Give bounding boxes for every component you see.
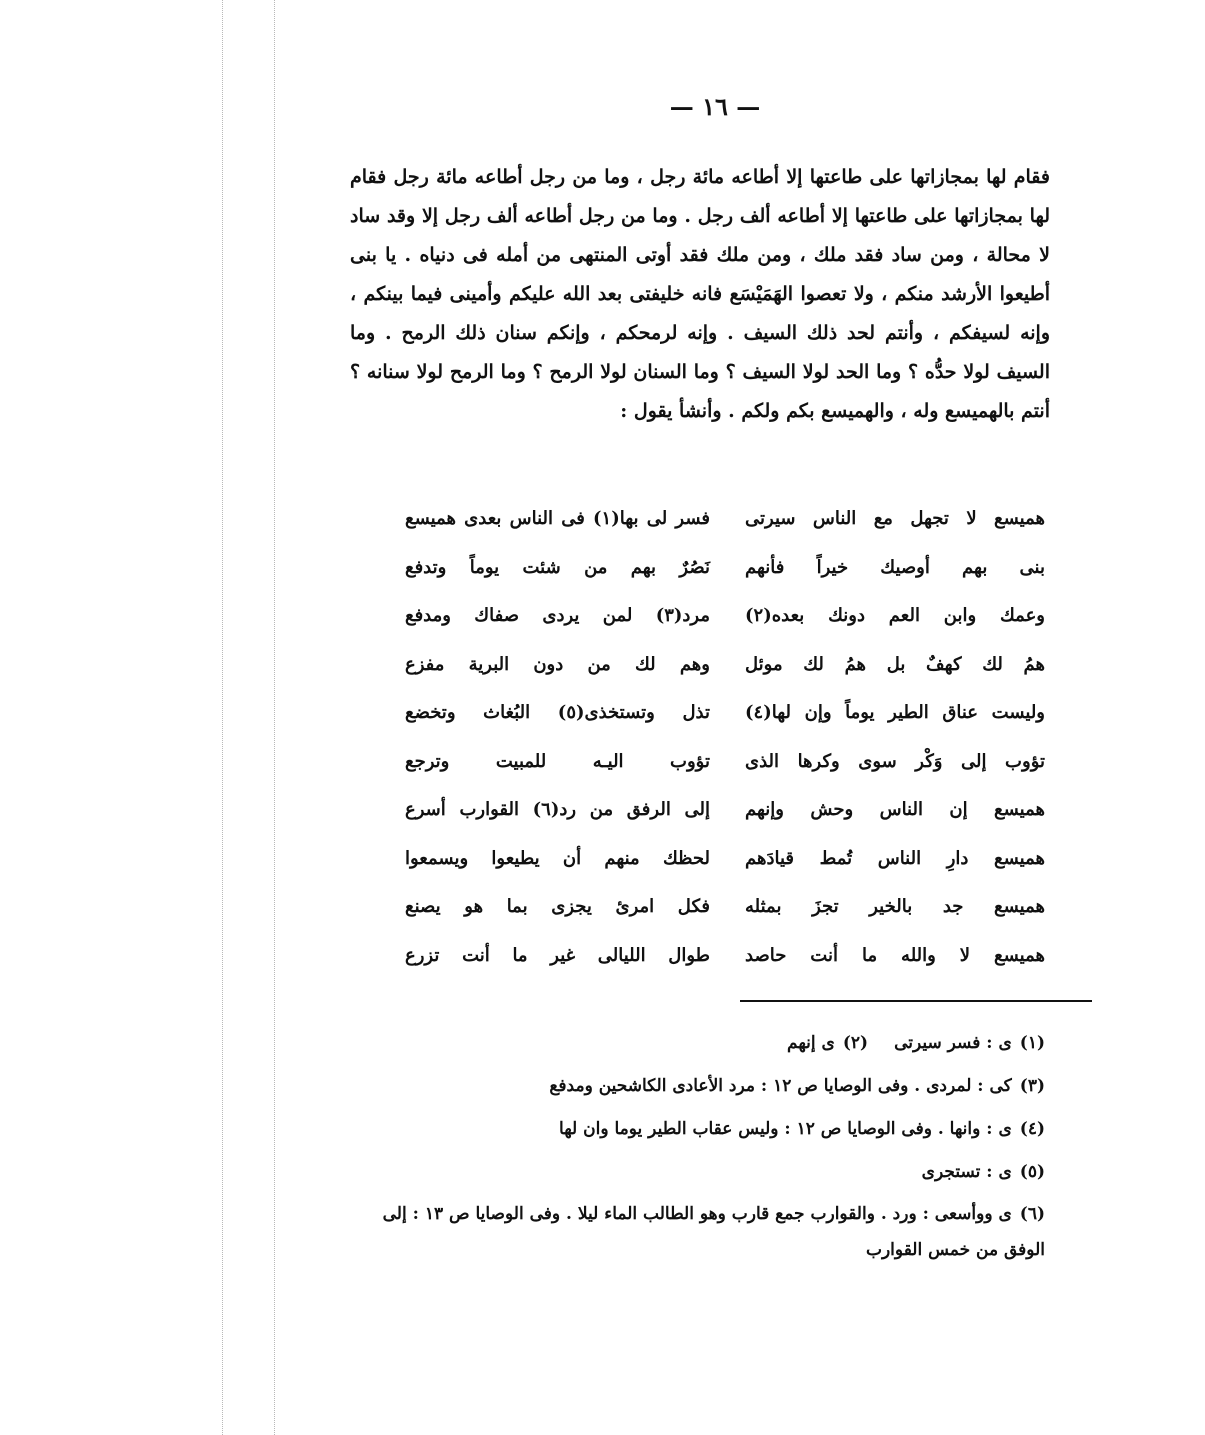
verse-line (405, 799, 1045, 848)
footnote-number: (٦) (1019, 1204, 1045, 1224)
verse-first-hemistich: تؤوب إلى وَكْر سوى وكرها الذى (745, 750, 1045, 772)
verse-second-hemistich: نَصُرٌ بهم من شئت يوماً وتدفع (405, 556, 710, 578)
footnote-line (355, 1108, 1045, 1151)
footnote-line (355, 1151, 1045, 1194)
verse-line (405, 605, 1045, 654)
verse-line (405, 702, 1045, 751)
verse-line (405, 896, 1045, 945)
verse-second-hemistich: طوال الليالى غير ما أنت تزرع (405, 944, 710, 966)
footnote-number: (٤) (1019, 1119, 1045, 1139)
footnote-line (355, 1196, 1045, 1268)
footnote-number: (٣) (1019, 1076, 1045, 1096)
footnote-number: (١) (1019, 1033, 1045, 1053)
verse-first-hemistich: هميسع جد بالخير تجزَ بمثله (745, 896, 1045, 917)
verse-second-hemistich: لحظك منهم أن يطيعوا ويسمعوا (405, 847, 710, 869)
footnote-text: ى ووأسعى : ورد . والقوارب جمع قارب وهو الطالب الماء ليلا . وفى الوصايا ص ١٣ : إلى الوفق من خمس القوارب (382, 1204, 1045, 1260)
footnote-separator (740, 1000, 1092, 1002)
prose-block (350, 158, 1050, 431)
verse-second-hemistich: تذل وتستخذى(٥) البُغاث وتخضع (405, 702, 711, 723)
page-number: — ١٦ — (669, 92, 761, 121)
verse-line (405, 848, 1045, 897)
footnote-text: ى : وانها . وفى الوصايا ص ١٢ : وليس عقاب الطير يوما وان لها (559, 1119, 1012, 1139)
verse-second-hemistich: فسر لى بها(١) فى الناس بعدى هميسع (405, 508, 711, 529)
verse-line (405, 557, 1045, 606)
verse-second-hemistich: وهم لك من دون البرية مفزع (405, 653, 710, 675)
footnote-line (355, 1022, 1045, 1065)
verse-line (405, 751, 1045, 800)
verse-second-hemistich: إلى الرفق من رد(٦) القوارب أسرع (405, 799, 710, 820)
footnotes (355, 1022, 1045, 1268)
verse-first-hemistich: وليست عناق الطير يوماً وإن لها(٤) (745, 702, 1045, 723)
footnote-line (355, 1065, 1045, 1108)
verse-line (405, 945, 1045, 994)
verse-first-hemistich: هميسع دارِ الناس تُمط قيادَهم (745, 847, 1045, 869)
footnote-number: (٢) (842, 1033, 869, 1053)
footnote-text: ى : تستجرى (921, 1162, 1012, 1182)
footnote-text: ى : فسر سيرتى (894, 1033, 1012, 1053)
verse-first-hemistich: هميسع لا والله ما أنت حاصد (745, 944, 1045, 966)
verse-second-hemistich: فكل امرئ يجزى بما هو يصنع (405, 896, 710, 917)
verse-line (405, 508, 1045, 557)
verse-first-hemistich: هميسع إن الناس وحش وإنهم (745, 799, 1045, 820)
verse-second-hemistich: تؤوب اليـه للمبيت وترجع (405, 750, 710, 772)
margin-dotted-line (274, 0, 275, 1435)
footnote-number: (٥) (1019, 1162, 1045, 1182)
verse-first-hemistich: بنى بهم أوصيك خيراً فأنهم (745, 556, 1045, 578)
footnote-text: ى إنهم (787, 1033, 835, 1053)
margin-dotted-line (222, 0, 223, 1435)
prose-paragraph: فقام لها بمجازاتها على طاعتها إلا أطاعه مائة رجل ، وما من رجل أطاعه مائة رجل فقام لها بمجازاتها على طاعتها إلا أطاعه ألف رجل . وما من رجل أطاعه ألف رجل إلا وقد ساد لا محالة ، ومن ساد فقد ملك ، ومن ملك فقد أوتى المنتهى من أمله فى دنياه . يا بنى أطيعوا الأرشد منكم ، ولا تعصوا الهَمَيْسَع فانه خليفتى بعد الله عليكم وأمينى فيما بينكم ، وإنه لسيفكم ، وأنتم لحد ذلك السيف . وإنه لرمحكم ، وإنكم سنان ذلك الرمح . وما السيف لولا حدُّه ؟ وما الحد لولا السيف ؟ وما السنان لولا الرمح ؟ وما الرمح لولا سنانه ؟ أنتم بالهميسع وله ، والهميسع بكم ولكم . وأنشأ يقول : (350, 166, 1050, 422)
verse-first-hemistich: هميسع لا تجهل مع الناس سيرتى (745, 508, 1045, 529)
verse-first-hemistich: وعمك وابن العم دونك بعده(٢) (745, 605, 1045, 626)
verse-first-hemistich: همُ لك كهفٌ بل همُ لك موئل (745, 653, 1045, 675)
poem (405, 508, 1045, 993)
footnote-text: كى : لمردى . وفى الوصايا ص ١٢ : مرد الأعادى الكاشحين ومدفع (549, 1076, 1012, 1096)
verse-line (405, 654, 1045, 703)
verse-second-hemistich: مرد(٣) لمن يردى صفاك ومدفع (405, 605, 710, 626)
